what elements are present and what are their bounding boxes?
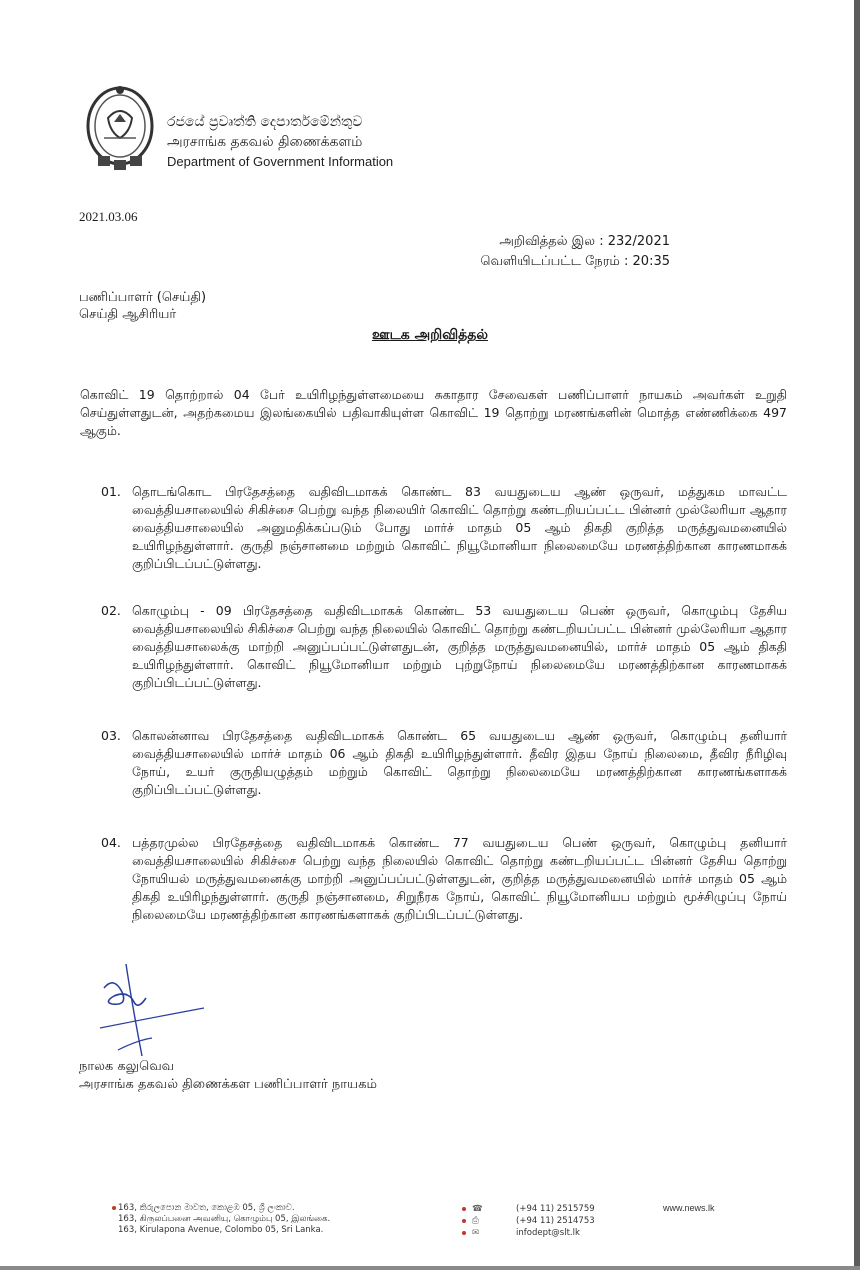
department-header <box>167 112 393 172</box>
footer-address <box>118 1203 330 1236</box>
email-icon: ✉ <box>472 1228 480 1238</box>
address-sinhala: 163, කිරුලපොන මාවත, කොළඹ 05, ශ්‍රී ලංකාව. <box>118 1203 295 1213</box>
list-item-number: 02. <box>101 603 121 618</box>
notice-number: அறிவித்தல் இல : 232/2021 <box>499 234 670 249</box>
fax-number: (+94 11) 2514753 <box>516 1216 595 1226</box>
email-bullet-icon <box>462 1231 466 1235</box>
email-address: infodept@slt.lk <box>516 1228 580 1238</box>
fax-icon: ⎙ <box>472 1216 479 1226</box>
list-item-text: கொலன்னாவ பிரதேசத்தை வதிவிடமாகக் கொண்ட 65 வயதுடைய ஆண் ஒருவர், கொழும்பு தனியார் வைத்தியசாலையில் மார்ச் மாதம் 06 ஆம் திகதி உயிரிழந்துள்ளார். தீவிர இதய நோய் நிலைமை, தீவிர நீரிழிவு நோய், உயர் குருதியழுத்தம் மற்றும் கொவிட் தொற்று நிலைமையே மரணத்திற்கான காரணங்களாகக் குறிப்பிடப்பட்டுள்ளது. <box>132 728 787 797</box>
list-item <box>101 834 787 924</box>
department-name-english: Department of Government Information <box>167 154 394 169</box>
list-item-number: 04. <box>101 835 121 850</box>
address-tamil: 163, கிருலப்பனை அவனியு, கொழும்பு 05, இலங்கை. <box>118 1214 331 1224</box>
signer-title: அரசாங்க தகவல் திணைக்கள பணிப்பாளர் நாயகம் <box>79 1077 377 1092</box>
sri-lanka-emblem-icon <box>84 82 156 174</box>
intro-paragraph: கொவிட் 19 தொற்றால் 04 பேர் உயிரிழந்துள்ளமையை சுகாதார சேவைகள் பணிப்பாளர் நாயகம் அவர்கள் உறுதி செய்துள்ளதுடன், அதற்கமைய இலங்கையில் பதிவாகியுள்ள கொவிட் 19 தொற்று மரணங்களின் மொத்த எண்ணிக்கை 497 ஆகும். <box>80 387 787 438</box>
handwritten-signature <box>98 960 208 1060</box>
fax-bullet-icon <box>462 1219 466 1223</box>
address-english: 163, Kirulapona Avenue, Colombo 05, Sri Lanka. <box>118 1225 324 1235</box>
department-name-tamil: அரசாங்க தகவல் திணைக்களம் <box>167 134 363 150</box>
phone-bullet-icon <box>462 1207 466 1211</box>
footer-contact <box>472 1203 595 1239</box>
scan-border-right <box>854 0 860 1270</box>
recipient-line-1: பணிப்பாளர் (செய்தி) <box>79 290 207 305</box>
scan-border-bottom <box>0 1266 860 1270</box>
document-title-text: ஊடக அறிவித்தல் <box>372 327 488 343</box>
list-item <box>101 727 787 799</box>
list-item <box>101 602 787 692</box>
list-item-text: கொழும்பு - 09 பிரதேசத்தை வதிவிடமாகக் கொண்ட 53 வயதுடைய பெண் ஒருவர், கொழும்பு தேசிய வைத்தியசாலையில் சிகிச்சை பெற்று வந்த நிலையில் கொவிட் தொற்று கண்டறியப்பட்ட பின்னர் முல்லேரியா ஆதார வைத்தியசாலைக்கு மாற்றி அனுப்பப்பட்டுள்ளதுடன், குறித்த மருத்துவமனையில், மார்ச் மாதம் 05 ஆம் திகதி உயிரிழந்துள்ளார். கொவிட் நியூமோனியா மற்றும் புற்றுநோய் நிலைமையே மரணத்திற்கான காரணமாகக் குறிப்பிடப்பட்டுள்ளது. <box>132 603 787 690</box>
signer-name: நாலக கலுவெவ <box>79 1059 175 1074</box>
list-item-number: 03. <box>101 728 121 743</box>
document-title <box>0 327 860 345</box>
website-link[interactable]: www.news.lk <box>663 1203 715 1213</box>
release-time: வெளியிடப்பட்ட நேரம் : 20:35 <box>480 254 670 269</box>
recipient-line-2: செய்தி ஆசிரியர் <box>79 307 177 322</box>
list-item-number: 01. <box>101 484 121 499</box>
phone-number: (+94 11) 2515759 <box>516 1204 595 1214</box>
department-name-sinhala: රජයේ ප්‍රවෘත්ති දෙපාර්තමේන්තුව <box>167 114 363 130</box>
footer-bullet-icon <box>112 1206 116 1210</box>
list-item-text: பத்தரமுல்ல பிரதேசத்தை வதிவிடமாகக் கொண்ட 77 வயதுடைய பெண் ஒருவர், கொழும்பு தனியார் வைத்தியசாலையில் சிகிச்சை பெற்று வந்த நிலையில் கொவிட் தொற்று கண்டறியப்பட்ட பின்னர் தேசிய தொற்று நோயியல் மருத்துவமனைக்கு மாற்றி அனுப்பப்பட்டுள்ளதுடன், குறித்த மருத்துவமனையில் மார்ச் மாதம் 05 ஆம் திகதி உயிரிழந்துள்ளார். குருதி நஞ்சானமை, சிறுநீரக நோய், கொவிட் நியூமோனியப மற்றும் மூச்சிழுப்பு நோய் நிலைமையே மரணத்திற்கான காரணங்களாகக் குறிப்பிடப்பட்டுள்ளது. <box>132 835 787 922</box>
document-date: 2021.03.06 <box>79 209 138 224</box>
phone-icon: ☎ <box>472 1204 483 1214</box>
list-item-text: தொடங்கொட பிரதேசத்தை வதிவிடமாகக் கொண்ட 83 வயதுடைய ஆண் ஒருவர், மத்துகம மாவட்ட வைத்தியசாலையில் சிகிச்சை பெற்று வந்த நிலையிர் கொவிட் தொற்று கண்டறியப்பட்ட பின்னர் முல்லேரியா ஆதார வைத்தியசாலையில் அனுமதிக்கப்படும் போது மார்ச் மாதம் 05 ஆம் திகதி குறித்த மருத்துவமனையில் உயிரிழந்துள்ளார். குருதி நஞ்சானமை மற்றும் கொவிட் நியூமோனியா நிலைமையே மரணத்திற்கான காரணமாகக் குறிப்பிடப்பட்டுள்ளது. <box>132 484 787 571</box>
list-item <box>101 483 787 573</box>
